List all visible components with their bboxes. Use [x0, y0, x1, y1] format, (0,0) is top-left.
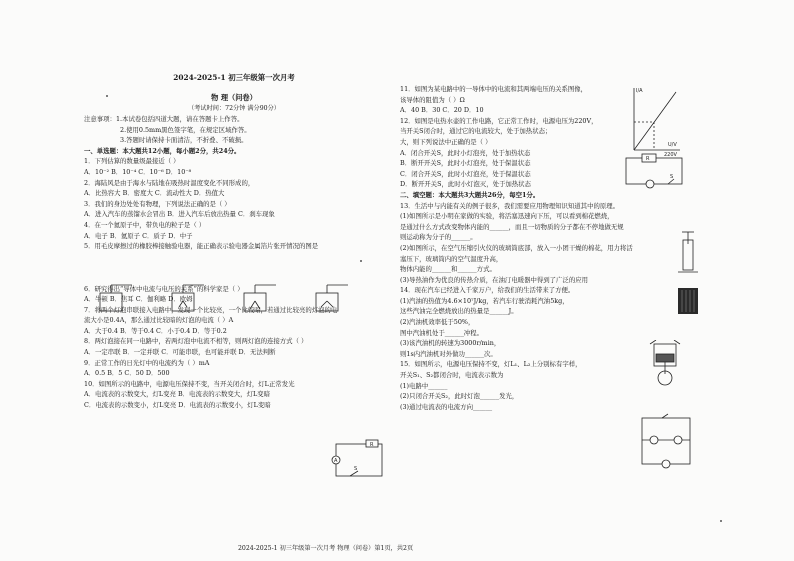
kettle-circuit: [620, 150, 688, 194]
scan-speck: [720, 520, 722, 522]
scan-speck: [360, 260, 362, 262]
question-line: 是通过什么方式改变物体内能的______，而且一切物质的分子都在不停地做无规: [400, 222, 624, 231]
question-line: 这些汽油完全燃烧放出的热量是______J。: [400, 307, 518, 316]
question-line: (1)电路中______: [400, 381, 448, 390]
graph-i-label: I/A: [636, 88, 643, 94]
question-line: (2)只闭合开关S₂，此时灯泡______发光，: [400, 392, 519, 401]
electroscope-d: [316, 293, 338, 311]
kettle-r-label: R: [646, 156, 650, 162]
q10-r-label: R: [370, 442, 374, 448]
question-line: A．10⁻² B．10⁻⁴ C．10⁻⁶ D．10⁻⁸: [84, 167, 192, 176]
electroscope-b: [172, 293, 194, 311]
question-line: 塞压下，玻璃筒内的空气温度升高，: [400, 254, 503, 263]
electroscope-diagram: [92, 283, 382, 315]
figure-space: [84, 262, 384, 273]
electroscope-a: [100, 293, 122, 311]
section-heading: 二、填空题：本大题共3大题共26分，每空1分。: [400, 190, 540, 199]
kettle-circuit-diagram: [620, 150, 688, 190]
question-line: A．比热容大 B．密度大 C．流动性大 D．热值大: [84, 189, 225, 198]
notice-line: 2.使用0.5mm黑色签字笔，在规定区域作答。: [120, 125, 251, 134]
q10-circuit: [330, 438, 390, 486]
question-line: 大，则下列说法中正确的是（ ）: [400, 137, 492, 146]
question-line: 图中汽油机处于______冲程。: [400, 328, 484, 337]
question-line: D．断开开关S，此时小灯泡灭，处于加热状态: [400, 180, 531, 189]
question-line: 当开关S闭合时，通过它的电流较大，处于加热状态；: [400, 127, 552, 136]
question-line: 则1s内汽油机对外做功______次。: [400, 349, 497, 358]
question-line: 物体内能的______和______方式。: [400, 265, 496, 274]
q10-circuit-diagram: [330, 438, 390, 482]
question-line: 该导体的阻值为（ ）Ω: [400, 95, 465, 104]
q15-circuit: [636, 412, 696, 476]
question-line: A．闭合开关S，此时小灯泡亮，处于加热状态: [400, 148, 531, 157]
question-line: (1)如图所示是小明在家做的实验，将活塞迅速向下压，可以看到棉花燃烧，: [400, 212, 614, 221]
exam-header: [84, 72, 384, 112]
oil-radiator: [676, 286, 700, 322]
kettle-s-label: S: [670, 174, 674, 180]
question-line: (3)导热油作为优良的传热介质，在油汀电暖器中得到了广泛的应用: [400, 275, 588, 284]
question-line: 一、单选题：本大题共12小题，每小题2分，共24分。: [84, 146, 241, 155]
question-line: 2．海陆风是由于海水与陆地在吸热时温度变化不同形成的，: [84, 178, 255, 187]
question-line: 3．我们的身边处处有物理，下列说法正确的是（ ）: [84, 199, 231, 208]
question-line: A．大于0.4 B．等于0.4 C．小于0.4 D．等于0.2: [84, 326, 227, 335]
question-line: (2)如图所示，在空气压缩引火仪的玻璃筒底部，放入一小团干燥的棉花，用力将活: [400, 243, 633, 252]
question-line: A．电子 B．氦原子 C．质子 D．中子: [84, 231, 193, 240]
question-line: C．闭合开关S，此时小灯泡亮，处于保温状态: [400, 169, 531, 178]
question-line: A．40 B．30 C．20 D．10: [400, 106, 484, 115]
question-line: 7．将两个灯泡串联接入电路中，发现一个比较亮，一个比较暗，若通过比较亮的灯泡的电: [84, 305, 338, 314]
fire-syringe-diagram: [676, 230, 700, 276]
question-line: A．电流表的示数变大，灯L变亮 B．电流表的示数变大，灯L变暗: [84, 390, 270, 399]
question-line: 1．下列估算的数量级最接近（ ）: [84, 157, 180, 166]
figure-space: [84, 252, 384, 263]
iu-graph-diagram: [628, 84, 684, 156]
q10-s-label: S: [354, 466, 358, 472]
question-line: 14．现在汽车已经进入千家万户，给我们的生活带来了方便。: [400, 286, 575, 295]
question-line: 15．如图所示，电源电压保持不变，灯L₁、L₂上分别标有字样，: [400, 360, 582, 369]
question-line: 6．研究得出“导体中电流与电压的关系”的科学家是（ ）: [84, 284, 244, 293]
notice-line: 注意事项：1.本试卷包括四道大题，请在答题卡上作答。: [84, 115, 244, 123]
question-line: 12．如图是电热水壶的工作电路，它正常工作时，电源电压为220V，: [400, 116, 598, 125]
electroscope-c: [244, 293, 266, 311]
question-line: (3)该汽油机的转速为3000r/min，: [400, 339, 501, 348]
iu-graph: [628, 84, 684, 160]
question-line: 10．如图所示的电路中，电源电压保持不变，当开关闭合时，灯L正常发光: [84, 379, 295, 388]
left-column: [84, 114, 384, 411]
question-line: 9．正常工作的日光灯中的电流约为（ ）mA: [84, 358, 210, 367]
question-line: 则运动称为分子的______。: [400, 233, 477, 242]
notice-line: 3.答题时请保持卡面清洁，不折叠、不破损。: [120, 136, 248, 145]
exam-title: 2024-2025-1 初三年级第一次月考: [173, 73, 295, 82]
graph-u-label: U/V: [668, 142, 677, 148]
question-line: (1)汽油的热值为4.6×10⁷J/kg，若汽车行驶消耗汽油5kg，: [400, 296, 569, 305]
oil-radiator-diagram: [676, 286, 700, 318]
question-line: B．断开开关S，此时小灯泡亮，处于保温状态: [400, 159, 531, 168]
question-line: 5．用毛皮摩擦过的橡胶棒接触验电器，能正确表示验电器金属箔片张开情况的图是: [84, 242, 319, 251]
q15-circuit-diagram: [636, 412, 696, 472]
fire-syringe: [676, 230, 700, 280]
electroscope-figures: [92, 283, 382, 319]
scan-speck: [106, 95, 108, 97]
question-line: A．进入汽车的蒸馏水会冒出 B．进入汽车后放出热量 C．刹车现象: [84, 210, 275, 219]
engine-diagram: [642, 340, 688, 392]
question-line: A．一定串联 B．一定并联 C．可能串联，也可能并联 D．无法判断: [84, 348, 276, 357]
svg-text:A: A: [334, 458, 338, 464]
question-line: (2)汽油机效率低于50%，: [400, 318, 475, 327]
question-line: A．牛顿 B．焦耳 C．伽利略 D．欧姆: [84, 295, 193, 304]
question-line: C．电流表的示数变小，灯L变亮 D．电流表的示数变小，灯L变暗: [84, 401, 271, 410]
question-line: 8．两灯泡接在同一电路中，若两灯泡中电流不相等，则两灯泡的连接方式（ ）: [84, 337, 308, 346]
question-line: 开关S₁、S₂都闭合时，电流表示数为: [400, 371, 504, 380]
question-line: 4．在一个氦原子中，带负电的粒子是（ ）: [84, 220, 206, 229]
kettle-voltage-label: 220V: [664, 152, 677, 158]
question-line: 11．如图为某电路中的一导体中的电流和其两端电压的关系图像，: [400, 85, 588, 93]
page-footer: 2024-2025-1 初三年级第一次月考 物理（问卷）第1页，共2页: [238, 545, 414, 552]
figure-space: [84, 273, 384, 284]
exam-subject: 物 理（问卷）: [211, 93, 257, 102]
engine-cylinder-diagram: [642, 340, 688, 388]
question-line: (3)通过电流表的电流方向______: [400, 402, 493, 411]
question-line: A．0.5 B．5 C．50 D．500: [84, 369, 170, 378]
question-line: 流大小是0.4A，那么通过比较暗的灯泡的电流（ ）A: [84, 316, 234, 325]
question-line: 13．生活中与内能有关的例子很多，我们需要应用物理知识知道其中的原理。: [400, 201, 620, 210]
exam-meta: （考试时间：72分钟 满分90分）: [188, 105, 280, 112]
